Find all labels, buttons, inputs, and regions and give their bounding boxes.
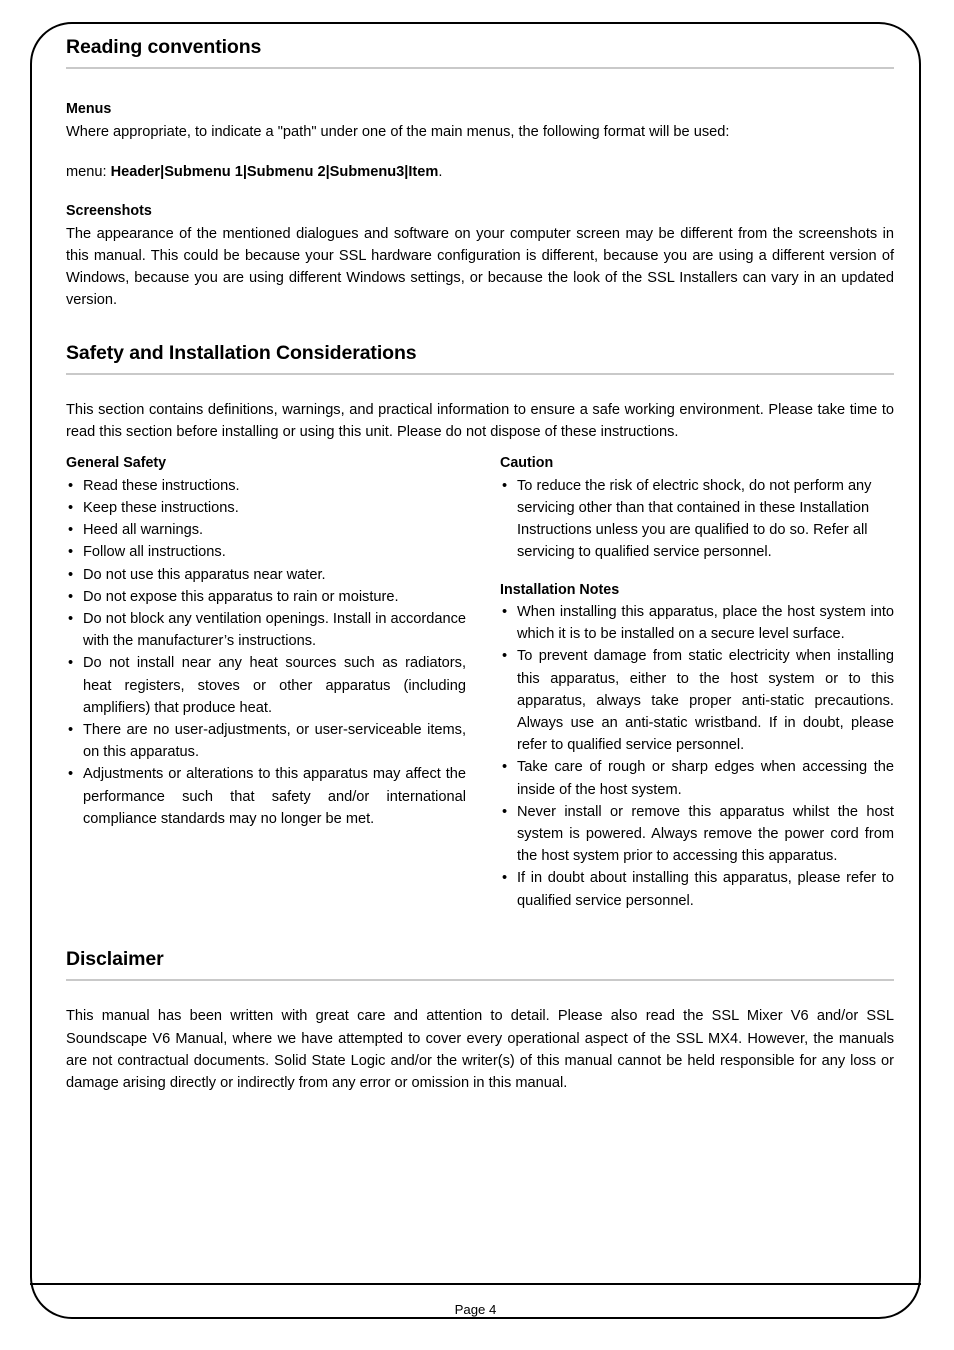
disclaimer-body: This manual has been written with great care and attention to detail. Please also read the SSL Mixer V6 and/or SSL Soundscape V6 Manual, where we have attempted to cover every operational aspect of the SSL MX4. However, the manuals are not contractual documents. Solid State Logic and/or the writer(s) of this manual cannot be held responsible for any loss or damage arising directly or indirectly from any error or omission in this manual. <box>66 1008 894 1091</box>
safety-intro: This section contains definitions, warnings, and practical information to ensure a safe working environment. Please take time to read this section before installing or using this unit. Please do not dispose of these instructions. <box>66 401 894 441</box>
menu-path-line <box>66 161 894 183</box>
section-title-reading-conventions: Reading conventions <box>66 36 262 58</box>
list-item: • Do not use this apparatus near water. <box>66 564 466 586</box>
caution-list <box>500 475 894 564</box>
list-item: • Do not install near any heat sources such as radiators, heat registers, stoves or other apparatus (including amplifiers) that produce heat. <box>66 652 466 719</box>
list-item: • When installing this apparatus, place the host system into which it is to be installed on a secure level surface. <box>500 601 894 645</box>
subheading-installation-notes: Installation Notes <box>500 581 620 598</box>
installation-notes-list <box>500 601 894 912</box>
footer-page-number: Page 4 <box>454 1302 497 1317</box>
subheading-screenshots: Screenshots <box>66 203 152 220</box>
list-item: • Read these instructions. <box>66 475 466 497</box>
list-item: • Do not block any ventilation openings. Install in accordance with the manufacturer’s instructions. <box>66 608 466 652</box>
general-safety-list <box>66 475 466 830</box>
list-item: • To prevent damage from static electricity when installing this apparatus, either to the host system or to this apparatus, always take proper anti-static precautions. Always use an anti-static wristband. If in doubt, please refer to qualified service personnel. <box>500 645 894 756</box>
menu-path-bold: Header|Submenu 1|Submenu 2|Submenu3|Item <box>110 164 439 181</box>
subheading-general-safety: General Safety <box>66 455 167 472</box>
section-title-safety: Safety and Installation Considerations <box>66 341 417 364</box>
caution-and-notes-column <box>500 453 894 912</box>
list-item: • Heed all warnings. <box>66 519 466 541</box>
column-gutter <box>466 453 500 912</box>
menu-path-suffix: . <box>438 164 443 181</box>
list-item: • Never install or remove this apparatus whilst the host system is powered. Always remove the power cord from the host system prior to accessing this apparatus. <box>500 801 894 868</box>
subheading-caution: Caution <box>500 455 554 472</box>
page-content <box>66 36 894 1094</box>
list-item: • Follow all instructions. <box>66 541 466 563</box>
footer-divider <box>30 1283 921 1285</box>
list-item: • If in doubt about installing this apparatus, please refer to qualified service personnel. <box>500 867 894 911</box>
subheading-menus: Menus <box>66 101 112 118</box>
section-title-disclaimer: Disclaimer <box>66 947 164 970</box>
screenshots-body: The appearance of the mentioned dialogues and software on your computer screen may be different from the screenshots in this manual. This could be because your SSL hardware configuration is different, because you are using a different version of Windows, because you are using different Windows settings, or because the look of the SSL Installers can vary in an updated version. <box>66 225 894 309</box>
list-item: • There are no user-adjustments, or user-serviceable items, on this apparatus. <box>66 719 466 763</box>
list-item: • Take care of rough or sharp edges when accessing the inside of the host system. <box>500 756 894 800</box>
list-item: • To reduce the risk of electric shock, do not perform any servicing other than that contained in these Installation Instructions unless you are qualified to do so. Refer all servicing to qualified service personnel. <box>500 475 894 564</box>
safety-columns <box>66 453 894 912</box>
general-safety-column <box>66 453 466 912</box>
list-item: • Keep these instructions. <box>66 497 466 519</box>
menus-body: Where appropriate, to indicate a "path" under one of the main menus, the following format will be used: <box>66 123 730 140</box>
list-item: • Adjustments or alterations to this apparatus may affect the performance such that safety and/or international compliance standards may no longer be met. <box>66 763 466 830</box>
menu-path-prefix: menu: <box>66 164 111 181</box>
list-item: • Do not expose this apparatus to rain or moisture. <box>66 586 466 608</box>
